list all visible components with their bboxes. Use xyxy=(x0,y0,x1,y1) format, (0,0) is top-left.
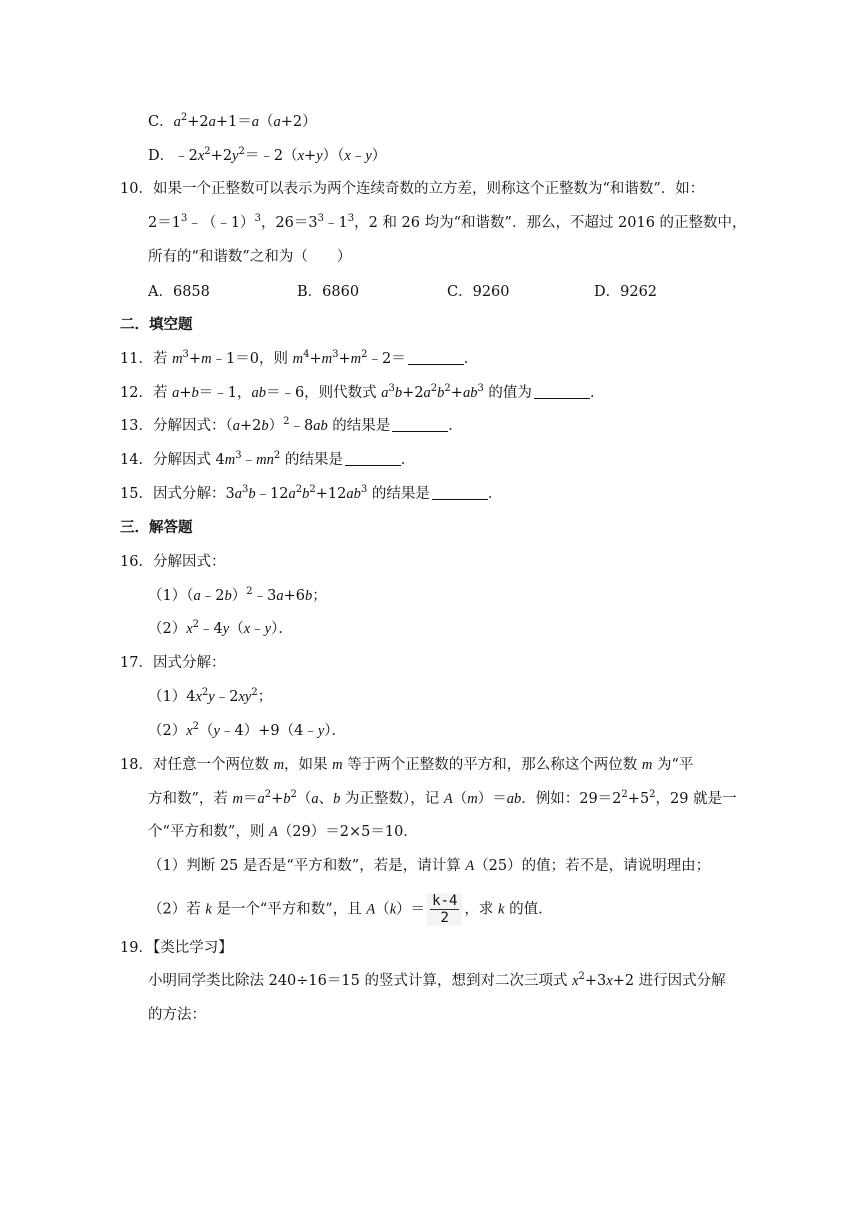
q18-line-1: 18．对任意一个两位数 m，如果 m 等于两个正整数的平方和，那么称这个两位数 m 为“平 xyxy=(120,757,694,773)
answer-blank xyxy=(534,384,590,399)
q17: 17．因式分解： xyxy=(120,655,226,671)
section-fill-blank-heading: 二．填空题 xyxy=(120,316,193,333)
q18-line-2: 方和数”，若 $m=a^2+b^2(a$、b 为正整数），记 A（m）＝ab．例如：$29=2^2+5^2$，29 就是一 xyxy=(148,789,737,807)
q10-option-c: C．9260 xyxy=(447,284,510,300)
q12: 12．若 a+b＝﹣1，ab＝﹣6，则代数式 $a^3b+2a^2b^2+ab^3$ 的值为 ． xyxy=(120,383,605,401)
q16-part-1: （1）（a﹣2b）$^2$﹣3a+6b； xyxy=(148,586,327,604)
q9-option-d: D．$﹣2x^2+2y^2=﹣2(x+y)(x﹣y)$ xyxy=(148,146,387,164)
q10-line-1: 10．如果一个正整数可以表示为两个连续奇数的立方差，则称这个正整数为“和谐数”．如： xyxy=(120,181,705,197)
answer-blank xyxy=(345,451,401,466)
answer-blank xyxy=(392,417,448,432)
fraction-image: $\frac{k-4}{2}$ xyxy=(427,893,462,926)
q15: 15．因式分解：$3a^3b﹣12a^2b^2+12ab^3$ 的结果是 ． xyxy=(120,484,503,502)
q10-option-a: A．6858 xyxy=(148,284,210,300)
q16-part-2: $(2)x^2﹣4y(x﹣y)$． xyxy=(148,619,293,637)
q10-line-3: 所有的“和谐数”之和为（ ） xyxy=(148,249,352,265)
q10-line-2: $2=1^3﹣(﹣1)^3$，$26=3^3﹣1^3$，2 和 26 均为“和谐数”．那么，不超过 2016 的正整数中， xyxy=(148,213,747,231)
q11: 11．若 $m^3+m﹣1=0$，则 $m^4+m^3+m^2﹣2=$ ． xyxy=(120,349,479,367)
q18-part-2: （2）若 k 是一个“平方和数”，且 A（k）＝ $\frac{k-4}{2}$ ，求 k 的值． xyxy=(148,893,553,926)
q19: 19．【类比学习】 xyxy=(120,940,233,956)
q17-part-2: $(2)x^2(y﹣4)+9(4﹣y)$． xyxy=(148,721,346,739)
q19-line-2: 的方法： xyxy=(148,1007,206,1023)
q17-part-1: $(1)4x^2y﹣2xy^2$； xyxy=(148,687,273,705)
q18-line-3: 个“平方和数”，则 A（29）＝2×5＝10． xyxy=(148,824,418,840)
q14: 14．分解因式 $4m^3﹣mn^2$ 的结果是 ． xyxy=(120,450,416,468)
answer-blank xyxy=(432,485,488,500)
q13: 13．分解因式：$(a+2b)^2﹣8ab$ 的结果是 ． xyxy=(120,416,463,434)
section-answer-heading: 三．解答题 xyxy=(120,519,193,536)
q18-part-1: （1）判断 25 是否是“平方和数”，若是，请计算 A（25）的值；若不是，请说明理由； xyxy=(148,858,711,874)
answer-blank xyxy=(408,350,464,365)
q10-option-d: D．9262 xyxy=(594,284,658,300)
q9-option-c: C．$a^2+2a+1=a(a+2)$ xyxy=(148,112,317,130)
q16: 16．分解因式： xyxy=(120,554,226,570)
q19-line-1: 小明同学类比除法 240÷16＝15 的竖式计算，想到对二次三项式 $x^2+3x+2$ 进行因式分解 xyxy=(148,971,726,989)
q10-option-b: B．6860 xyxy=(297,284,360,300)
